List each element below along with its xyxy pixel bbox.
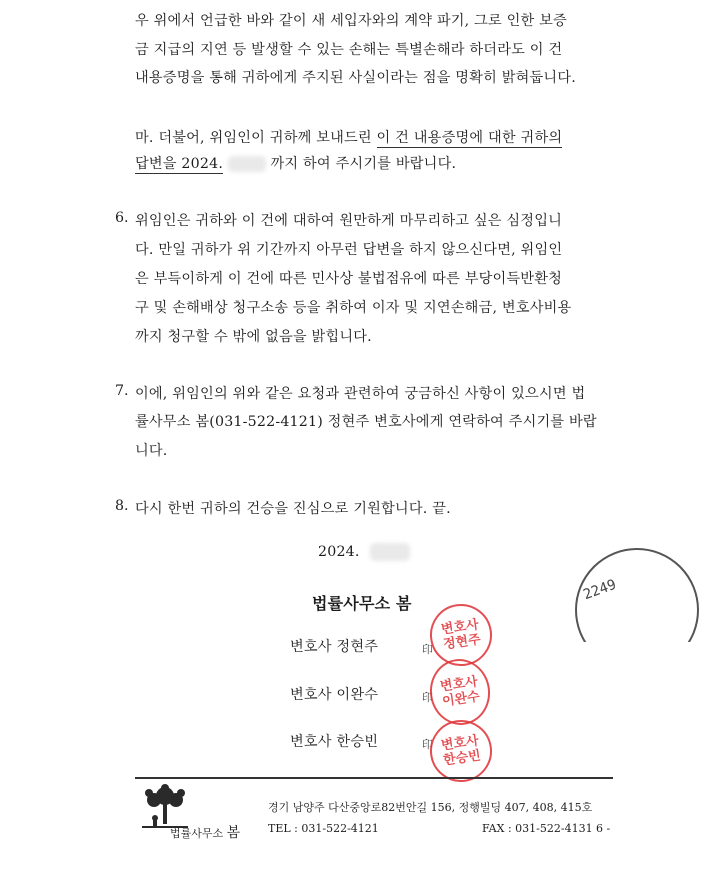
stamp-1-line1: 변호사 — [440, 617, 480, 638]
firm-name: 법률사무소 봄 — [312, 594, 412, 613]
lawyer-1-title: 변호사 정현주 — [290, 639, 379, 655]
stamp-2 — [426, 655, 495, 729]
para5ma-line2-underlined: 답변을 2024. — [135, 156, 224, 172]
para7-line2: 률사무소 봄(031-522-4121) 정현주 변호사에게 연락하여 주시기를 바랍 — [135, 414, 597, 430]
seal-mark-3: 印 — [422, 738, 433, 751]
para5-line2: 금 지급의 지연 등 발생할 수 있는 손해는 특별손해라 하더라도 이 건 — [135, 42, 563, 58]
para7-line1: 이에, 위임인의 위와 같은 요청과 관련하여 궁금하신 사항이 있으시면 법 — [135, 386, 586, 402]
para7-line3: 니다. — [135, 443, 168, 459]
para5-line1: 우 위에서 언급한 바와 같이 새 세입자와의 계약 파기, 그로 인한 보증 — [135, 13, 567, 29]
footer-fax: FAX : 031-522-4131 — [482, 822, 593, 835]
postmark — [575, 548, 699, 672]
para6-line2: 다. 만일 귀하가 위 기간까지 아무런 답변을 하지 않으신다면, 위임인 — [135, 242, 563, 258]
lawyer-2-title: 변호사 이완수 — [290, 687, 379, 703]
footer-logo — [170, 822, 240, 842]
date-year: 2024. — [318, 544, 360, 560]
postmark-number: 2249 — [581, 576, 619, 604]
para6-line3: 은 부득이하게 이 건에 따른 민사상 불법점유에 따른 부당이득반환청 — [135, 271, 563, 287]
footer-logo-text: 법률사무소 — [170, 827, 224, 840]
lawyer-3-title: 변호사 한승빈 — [290, 734, 379, 750]
para5-line3: 내용증명을 통해 귀하에게 주지된 사실이라는 점을 명확히 밝혀둡니다. — [135, 70, 576, 86]
stamp-3 — [426, 716, 496, 786]
para5ma-line2-text: 까지 하여 주시기를 바랍니다. — [270, 156, 457, 172]
stamp-2-line1: 변호사 — [439, 674, 479, 695]
para6-line5: 까지 청구할 수 밖에 없음을 밝힙니다. — [135, 329, 372, 345]
para5ma-line1-text: 마. 더불어, 위임인이 귀하께 보내드린 — [135, 130, 377, 146]
para5ma-line1 — [135, 127, 562, 147]
footer-rule — [135, 777, 613, 779]
para7-number: 7. — [115, 383, 129, 399]
para6-number: 6. — [115, 210, 129, 226]
footer-address: 경기 남양주 다산중앙로82번안길 156, 정행빌딩 407, 408, 415호 — [268, 801, 593, 814]
date — [318, 543, 410, 561]
para5ma-line1-underlined: 이 건 내용증명에 대한 귀하의 — [376, 130, 563, 146]
redacted-date — [228, 156, 266, 172]
page-number: 6 - — [596, 822, 611, 835]
stamp-2-line2: 이완수 — [441, 689, 481, 710]
para5ma-line2 — [135, 153, 456, 173]
stamp-1-line2: 정현주 — [442, 632, 482, 653]
para8-line1: 다시 한번 귀하의 건승을 진심으로 기원합니다. 끝. — [135, 501, 451, 517]
seal-mark-2: 印 — [422, 691, 433, 704]
redacted-date-day — [370, 543, 410, 561]
footer-logo-big: 봄 — [226, 825, 241, 841]
stamp-3-line1: 변호사 — [440, 733, 480, 754]
stamp-3-line2: 한승빈 — [442, 748, 482, 769]
seal-mark-1: 印 — [422, 643, 433, 656]
para6-line1: 위임인은 귀하와 이 건에 대하여 원만하게 마무리하고 싶은 심정입니 — [135, 213, 563, 229]
footer-tel: TEL : 031-522-4121 — [268, 822, 379, 835]
para6-line4: 구 및 손해배상 청구소송 등을 취하여 이자 및 지연손해금, 변호사비용 — [135, 300, 572, 316]
para8-number: 8. — [115, 498, 129, 514]
